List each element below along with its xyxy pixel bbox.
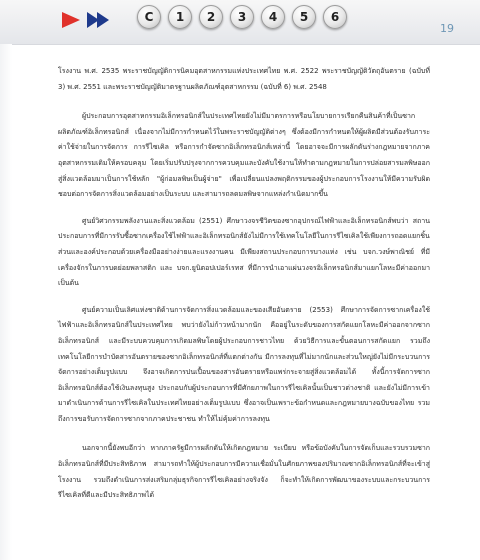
chapter-button-c[interactable]: C (137, 5, 161, 29)
chapter-button-1[interactable]: 1 (168, 5, 192, 29)
document-body (58, 64, 430, 515)
page-number: 19 (440, 22, 454, 35)
left-decorative-rail (0, 44, 12, 560)
fast-forward-icon[interactable] (97, 12, 109, 28)
play-icon[interactable] (62, 12, 80, 28)
chapter-button-4[interactable]: 4 (261, 5, 285, 29)
chapter-button-5[interactable]: 5 (292, 5, 316, 29)
chapter-button-6[interactable]: 6 (323, 5, 347, 29)
chapter-button-3[interactable]: 3 (230, 5, 254, 29)
paragraph-energy-center-study: ศูนย์วิศวกรรมพลังงานและสิ่งแวดล้อม (2551) ศึกษาวงจรชีวิตของซากอุปกรณ์ไฟฟ้าและอิเล็กทรอนิกส์พบว่า สถานประกอบการที่มีการรับซื้อซากเครื่องใช้ไฟฟ้าและอิเล็กทรอนิกส์ยังไม่มีการใช้เทคโนโลยีในการรีไซเคิลใช้เพียงการถอดแยกชิ้นส่วนและองค์ประกอบด้วยเครื่องมืออย่างง่ายและแรงงานคน มีเพียงสถานประกอบการบางแห่ง เช่น บจก.วงษ์พาณิชย์ ที่มีเครื่องจักรในการบดย่อยพลาสติก และ บจก.ยูนิตอปเปอร์เรทส ที่มีการนำเอาแผ่นวงจรอิเล็กทรอนิกส์มาแยกโลหะมีค่าออกมา เป็นต้น (58, 216, 430, 288)
chapter-navigation (137, 5, 347, 31)
paragraph-hazardous-waste-study: ศูนย์ความเป็นเลิศแห่งชาติด้านการจัดการสิ่งแวดล้อมและของเสียอันตราย (2553) ศึกษาการจัดการซากเครื่องใช้ไฟฟ้าและอิเล็กทรอนิกส์ในประเทศไทย พบว่ายังไม่ก้าวหน้ามากนัก คืออยู่ในระดับของการสกัดแยกโลหะมีค่าออกจากซากอิเล็กทรอนิกส์ และมีระบบควบคุมการเกิดมลพิษโดยผู้ประกอบการชาวไทย ด้วยวิธีการและขั้นตอนการสกัดแยก รวมถึงเทคโนโลยีการบำบัดสารอันตรายของซากอิเล็กทรอนิกส์ที่แตกต่างกัน มีการลงทุนที่ไม่มากนักและส่วนใหญ่ยังไม่มีกระบวนการจัดการอย่างเต็มรูปแบบ จึงอาจเกิดการปนเปื้อนของสารอันตรายหรือแพร่กระจายสู่สิ่งแวดล้อมได้ ทั้งนี้การจัดการซากอิเล็กทรอนิกส์ต้องใช้เงินลงทุนสูง ประกอบกับผู้ประกอบการที่มีศักยภาพในการรีไซเคิลนั้นเป็นชาวต่างชาติ และยังไม่มีการเข้ามาดำเนินการด้านการรีไซเคิลในประเทศไทยอย่างเต็มรูปแบบ ซึ่งอาจเป็นเพราะข้อกำหนดและกฎหมายบางฉบับของไทย รวมถึงการขอรับการจัดการซากจากภาคประชาชน ทำให้ไม่คุ้มค่าการลงทุน (58, 305, 430, 423)
paragraph-laws-continuation: โรงงาน พ.ศ. 2535 พระราชบัญญัติการนิคมอุตสาหกรรมแห่งประเทศไทย พ.ศ. 2522 พระราชบัญญัติวัตถุอันตราย (ฉบับที่ 3) พ.ศ. 2551 และพระราชบัญญัติมาตรฐานผลิตภัณฑ์อุตสาหกรรม (ฉบับที่ 6) พ.ศ. 2548 (58, 67, 430, 91)
paragraph-government-support: นอกจากนี้ยังพบอีกว่า หากภาครัฐมีการผลักดันให้เกิดกฎหมาย ระเบียบ หรือข้อบังคับในการจัดเก็บและรวบรวมซากอิเล็กทรอนิกส์ที่มีประสิทธิภาพ สามารถทำให้ผู้ประกอบการมีความเชื่อมั่นในศักยภาพของปริมาณซากอิเล็กทรอนิกส์ที่จะเข้าสู่โรงงาน รวมถึงดำเนินการส่งเสริมกลุ่มธุรกิจการรีไซเคิลอย่างจริงจัง ก็จะทำให้เกิดการพัฒนาของระบบและกระบวนการรีไซเคิลที่ดีและมีประสิทธิภาพได้ (58, 444, 430, 500)
chapter-button-2[interactable]: 2 (199, 5, 223, 29)
playback-controls (60, 10, 120, 30)
paragraph-industry-policy: ผู้ประกอบการอุตสาหกรรมอิเล็กทรอนิกส์ในประเทศไทยยังไม่มีมาตรการหรือนโยบายการเรียกคืนสินค้าที่เป็นซากผลิตภัณฑ์อิเล็กทรอนิกส์ เนื่องจากไม่มีการกำหนดไว้ในพระราชบัญญัติต่างๆ ซึ่งต้องมีการกำหนดให้ผู้ผลิตมีส่วนต้องรับภาระค่าใช้จ่ายในการจัดการ การรีไซเคิล หรือการกำจัดซากอิเล็กทรอนิกส์เหล่านี้ โดยอาจจะมีการผลักดันร่างกฎหมายจากภาคอุตสาหกรรมเดิมให้ครอบคลุม โดยเริ่มปรับปรุงจากการควบคุมและบังคับใช้งานให้ทำตามกฎหมายในการปล่อยสารมลพิษออกสู่สิ่งแวดล้อมมาเป็นการใช้หลัก "ผู้ก่อมลพิษเป็นผู้จ่าย" เพื่อเปลี่ยนแปลงพฤติกรรมของผู้ประกอบการโรงงานให้มีความรับผิดชอบต่อการจัดการสิ่งแวดล้อมอย่างเป็นระบบ และสามารถลดมลพิษจากแหล่งกำเนิดมากขึ้น (58, 112, 430, 199)
top-navigation-bar (0, 0, 480, 45)
